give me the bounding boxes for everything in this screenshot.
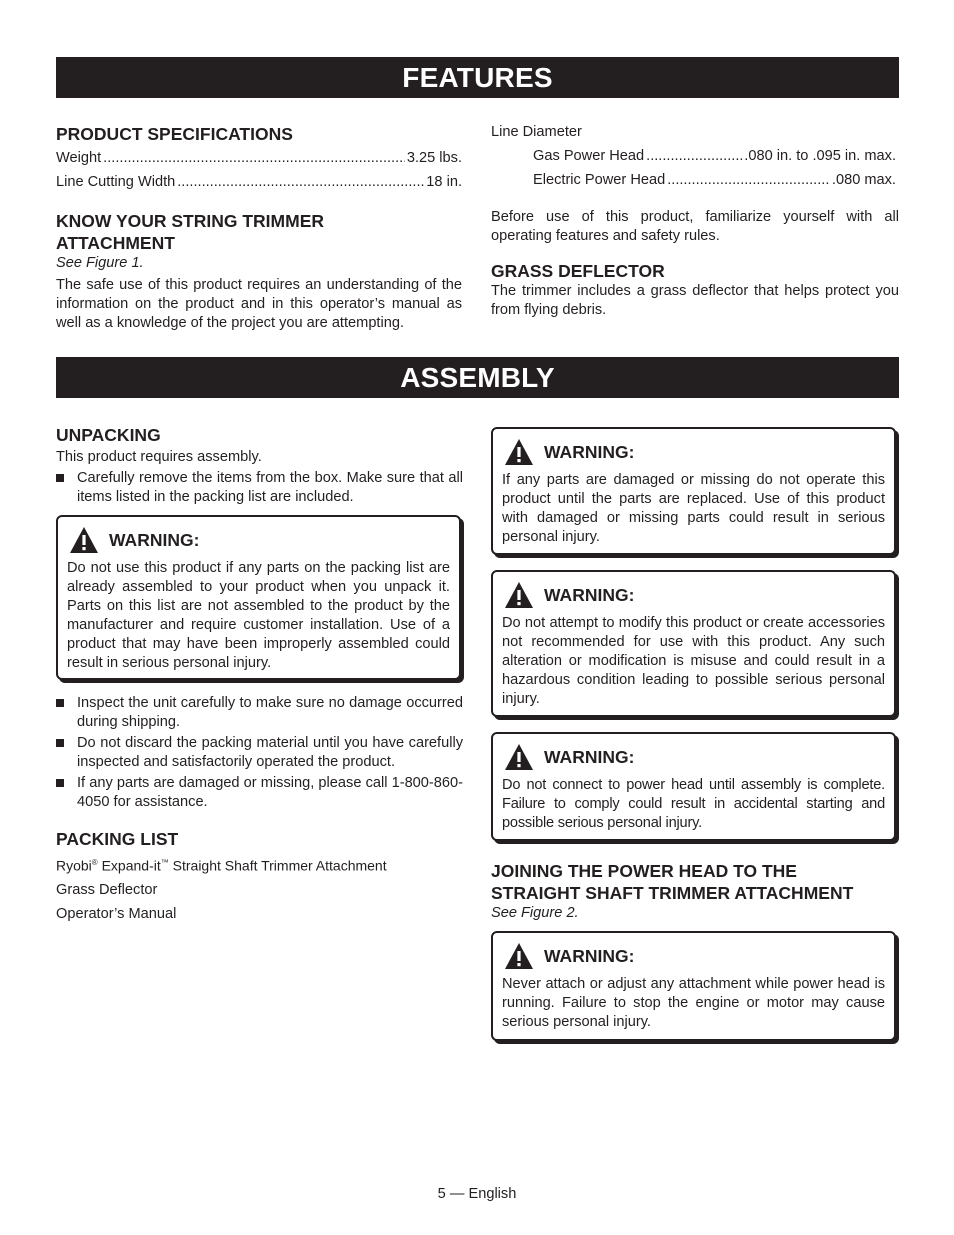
assembly-left-lower <box>56 694 463 924</box>
warning-header <box>67 525 450 555</box>
leader-dots <box>103 149 405 168</box>
spec-value: .080 max. <box>831 172 896 188</box>
warning-text: Never attach or adjust any attachment while power head is running. Failure to stop the engine or motor may cause serious personal injury. <box>502 976 885 1030</box>
spec-value: 3.25 lbs. <box>406 150 462 166</box>
grass-deflector-heading: GRASS DEFLECTOR <box>491 261 665 281</box>
see-figure-1: See Figure 1. <box>56 255 144 271</box>
spec-label: Electric Power Head <box>533 172 666 188</box>
trademark-mark: ™ <box>160 858 169 867</box>
assembly-title: ASSEMBLY <box>400 362 555 393</box>
warning-box-never-attach <box>491 931 896 1041</box>
features-right-column <box>491 123 899 320</box>
list-item <box>56 734 463 772</box>
warning-text: Do not connect to power head until assembly is complete. Failure to comply could result in accidental starting and possible serious personal injury. <box>502 777 885 831</box>
warning-triangle-icon <box>504 438 534 466</box>
heading-line: JOINING THE POWER HEAD TO THE <box>491 861 797 881</box>
warning-header <box>502 742 885 772</box>
familiarize-text: Before use of this product, familiarize yourself with all operating features and safety rules. <box>491 209 899 244</box>
spec-row-weight <box>56 149 462 168</box>
packing-item-trimmer <box>56 853 463 876</box>
grass-deflector-body: The trimmer includes a grass deflector that helps protect you from flying debris. <box>491 283 899 318</box>
leader-dots <box>177 173 424 192</box>
features-banner <box>56 57 899 98</box>
spec-label: Gas Power Head <box>533 148 645 164</box>
warning-box-modify <box>491 570 896 717</box>
assembly-left-column <box>56 424 463 507</box>
bullet-square-icon <box>56 739 64 747</box>
bullet-text: Carefully remove the items from the box. Make sure that all items listed in the packing list are included. <box>77 470 463 505</box>
packing-list-heading: PACKING LIST <box>56 829 179 849</box>
warning-triangle-icon <box>504 581 534 609</box>
warning-triangle-icon <box>69 526 99 554</box>
bullet-square-icon <box>56 474 64 482</box>
joining-heading <box>491 860 899 904</box>
warning-text: Do not attempt to modify this product or create accessories not recommended for use with this product. Any such alteration or modification is misuse and could result in a hazardous condition leading to possible serious personal injury. <box>502 615 885 707</box>
bullet-text: Do not discard the packing material until you have carefully inspected and satisfactorily operated the product. <box>77 735 463 770</box>
list-item <box>56 774 463 812</box>
warning-label: WARNING: <box>544 945 635 966</box>
warning-header <box>502 437 885 467</box>
registered-mark: ® <box>91 858 98 867</box>
warning-label: WARNING: <box>544 584 635 605</box>
line-row-electric <box>533 171 896 190</box>
unpacking-intro: This product requires assembly. <box>56 449 262 465</box>
features-left-column <box>56 123 462 333</box>
warning-text: If any parts are damaged or missing do not operate this product until the parts are replaced. Use of this product with damaged or missing parts could result in serious personal injury. <box>502 472 885 545</box>
packing-item-grass-deflector: Grass Deflector <box>56 881 158 898</box>
unpacking-heading: UNPACKING <box>56 425 161 445</box>
spec-value: 18 in. <box>426 174 462 190</box>
bullet-text: If any parts are damaged or missing, please call 1-800-860-4050 for assistance. <box>77 775 463 810</box>
warning-box-damaged-parts <box>491 427 896 555</box>
warning-text: Do not use this product if any parts on the packing list are already assembled to your product when you unpack it. Parts on this list are not assembled to the product by the manufacturer and require customer installation. Use of a product that may have been improperly assembled could result in serious personal injury. <box>67 560 450 671</box>
warning-label: WARNING: <box>544 441 635 462</box>
warning-triangle-icon <box>504 743 534 771</box>
spec-label: Weight <box>56 150 102 166</box>
product-rest: Straight Shaft Trimmer Attachment <box>168 857 387 874</box>
list-item <box>56 469 463 507</box>
bullet-text: Inspect the unit carefully to make sure no damage occurred during shipping. <box>77 695 463 730</box>
warning-triangle-icon <box>504 942 534 970</box>
heading-line: ATTACHMENT <box>56 233 175 253</box>
spec-row-line-cutting-width <box>56 173 462 192</box>
page-footer: 5 — English <box>437 1186 517 1202</box>
warning-box-connect <box>491 732 896 841</box>
brand-name: Ryobi <box>56 857 92 874</box>
heading-line: STRAIGHT SHAFT TRIMMER ATTACHMENT <box>491 883 854 903</box>
warning-header <box>502 580 885 610</box>
product-specifications-heading: PRODUCT SPECIFICATIONS <box>56 124 293 144</box>
bullet-square-icon <box>56 699 64 707</box>
warning-label: WARNING: <box>109 529 200 550</box>
joining-section <box>491 860 899 923</box>
leader-dots <box>667 171 830 190</box>
line-row-gas <box>533 147 896 166</box>
warning-label: WARNING: <box>544 746 635 767</box>
warning-box-packing-list <box>56 515 461 680</box>
see-figure-2: See Figure 2. <box>491 905 579 921</box>
spec-label: Line Cutting Width <box>56 174 176 190</box>
features-title: FEATURES <box>402 62 553 93</box>
assembly-banner <box>56 357 899 398</box>
packing-item-manual: Operator’s Manual <box>56 905 177 922</box>
bullet-square-icon <box>56 779 64 787</box>
line-diameter-label: Line Diameter <box>491 124 582 140</box>
spec-value: .080 in. to .095 in. max. <box>744 148 896 164</box>
warning-header <box>502 941 885 971</box>
product-name: Expand-it <box>97 857 161 874</box>
leader-dots <box>646 147 742 166</box>
list-item <box>56 694 463 732</box>
know-trimmer-heading <box>56 210 462 254</box>
know-trimmer-body: The safe use of this product requires an understanding of the information on the product and in this operator’s manual as well as a knowledge of the project you are attempting. <box>56 277 462 331</box>
heading-line: KNOW YOUR STRING TRIMMER <box>56 211 325 231</box>
